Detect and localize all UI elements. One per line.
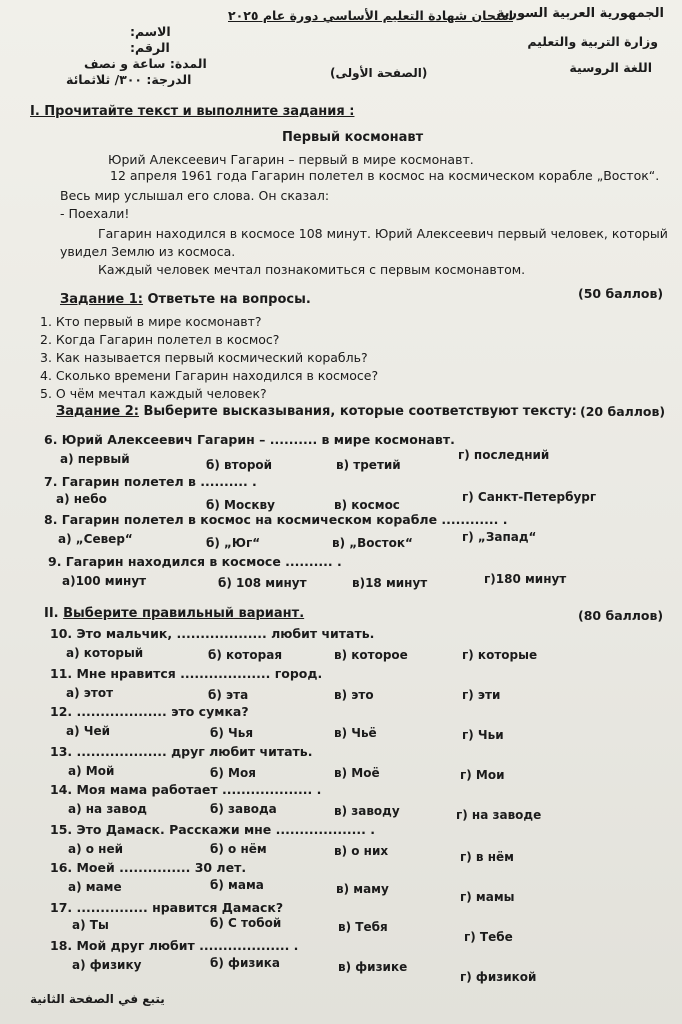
- q8-option-b[interactable]: б) „Юг“: [206, 536, 261, 550]
- q8-option-d[interactable]: г) „Запад“: [462, 530, 537, 544]
- q10-option-b[interactable]: б) которая: [208, 648, 283, 662]
- question-16: 16. Моей ............... 30 лет.: [50, 860, 247, 875]
- duration-label: المدة: ساعة و نصف: [84, 56, 207, 71]
- text-title: Первый космонавт: [282, 130, 424, 145]
- subject-title: اللغة الروسية: [569, 60, 652, 75]
- question-1: 1. Кто первый в мире космонавт?: [40, 314, 262, 329]
- task2-heading-label: Задание 2:: [56, 404, 139, 419]
- question-15: 15. Это Дамаск. Расскажи мне ................... .: [50, 822, 375, 837]
- question-18: 18. Мой друг любит ................... .: [50, 938, 299, 953]
- task2-heading-text: Выберите высказывания, которые соответствуют тексту:: [138, 404, 577, 419]
- q16-option-b[interactable]: б) мама: [210, 878, 264, 892]
- q15-option-c[interactable]: в) о них: [334, 844, 389, 858]
- question-6: 6. Юрий Алексеевич Гагарин – .......... в мире космонавт.: [44, 432, 455, 447]
- text-line-1: Юрий Алексеевич Гагарин – первый в мире космонавт.: [108, 152, 474, 167]
- q18-option-d[interactable]: г) физикой: [460, 970, 537, 984]
- q17-option-a[interactable]: а) Ты: [72, 918, 109, 932]
- q8-option-a[interactable]: а) „Север“: [58, 532, 133, 546]
- section2-points: (80 баллов): [578, 608, 664, 623]
- country-title: الجمهورية العربية السورية: [496, 6, 664, 21]
- question-14: 14. Моя мама работает ................... .: [50, 782, 322, 797]
- question-5: 5. О чём мечтал каждый человек?: [40, 386, 267, 401]
- q12-option-d[interactable]: г) Чьи: [462, 728, 504, 742]
- q14-option-a[interactable]: а) на завод: [68, 802, 147, 816]
- q16-option-d[interactable]: г) мамы: [460, 890, 515, 904]
- q11-option-b[interactable]: б) эта: [208, 688, 249, 702]
- q8-option-c[interactable]: в) „Восток“: [332, 536, 413, 550]
- q9-option-d[interactable]: г)180 минут: [484, 572, 567, 586]
- q6-option-d[interactable]: г) последний: [458, 448, 550, 462]
- q7-option-b[interactable]: б) Москву: [206, 498, 275, 512]
- task1-heading: [60, 292, 311, 307]
- exam-title: امتحان شهادة التعليم الأساسي دورة عام ٢٠٢٥: [228, 8, 513, 23]
- q17-option-b[interactable]: б) С тобой: [210, 916, 282, 930]
- ministry-title: وزارة التربية والتعليم: [527, 34, 658, 49]
- q9-option-a[interactable]: а)100 минут: [62, 574, 147, 588]
- question-17: 17. ............... нравится Дамаск?: [50, 900, 284, 915]
- question-3: 3. Как называется первый космический корабль?: [40, 350, 368, 365]
- q12-option-b[interactable]: б) Чья: [210, 726, 254, 740]
- text-line-6: увидел Землю из космоса.: [60, 244, 236, 259]
- q12-option-a[interactable]: а) Чей: [66, 724, 111, 738]
- task1-heading-label: Задание 1:: [60, 292, 143, 307]
- q11-option-c[interactable]: в) это: [334, 688, 374, 702]
- section2-heading-num: II.: [44, 606, 64, 621]
- question-9: 9. Гагарин находился в космосе .......... .: [48, 554, 342, 569]
- q16-option-a[interactable]: а) маме: [68, 880, 122, 894]
- q17-option-c[interactable]: в) Тебя: [338, 920, 388, 934]
- q7-option-a[interactable]: а) небо: [56, 492, 107, 506]
- question-2: 2. Когда Гагарин полетел в космос?: [40, 332, 280, 347]
- q14-option-d[interactable]: г) на заводе: [456, 808, 542, 822]
- question-8: 8. Гагарин полетел в космос на космическом корабле ............ .: [44, 512, 508, 527]
- q13-option-c[interactable]: в) Моё: [334, 766, 380, 780]
- question-10: 10. Это мальчик, ................... любит читать.: [50, 626, 375, 641]
- q14-option-b[interactable]: б) завода: [210, 802, 277, 816]
- q15-option-d[interactable]: г) в нём: [460, 850, 514, 864]
- task1-points: (50 баллов): [578, 286, 664, 301]
- q10-option-a[interactable]: а) который: [66, 646, 144, 660]
- q18-option-c[interactable]: в) физике: [338, 960, 408, 974]
- q18-option-b[interactable]: б) физика: [210, 956, 280, 970]
- q6-option-b[interactable]: б) второй: [206, 458, 273, 472]
- q11-option-d[interactable]: г) эти: [462, 688, 501, 702]
- text-line-4: - Поехали!: [60, 206, 130, 221]
- q15-option-b[interactable]: б) о нём: [210, 842, 267, 856]
- q13-option-a[interactable]: а) Мой: [68, 764, 115, 778]
- grade-label: الدرجة: ٣٠٠/ ثلاثمائة: [66, 72, 192, 87]
- task2-points: (20 баллов): [580, 404, 666, 419]
- question-4: 4. Сколько времени Гагарин находился в космосе?: [40, 368, 379, 383]
- section2-heading: [44, 606, 304, 621]
- q6-option-c[interactable]: в) третий: [336, 458, 401, 472]
- q10-option-c[interactable]: в) которое: [334, 648, 408, 662]
- q16-option-c[interactable]: в) маму: [336, 882, 389, 896]
- question-12: 12. ................... это сумка?: [50, 704, 249, 719]
- q14-option-c[interactable]: в) заводу: [334, 804, 400, 818]
- q11-option-a[interactable]: а) этот: [66, 686, 114, 700]
- question-7: 7. Гагарин полетел в .......... .: [44, 474, 257, 489]
- q6-option-a[interactable]: а) первый: [60, 452, 130, 466]
- q13-option-b[interactable]: б) Моя: [210, 766, 256, 780]
- text-line-3: Весь мир услышал его слова. Он сказал:: [60, 188, 330, 203]
- q12-option-c[interactable]: в) Чьё: [334, 726, 377, 740]
- q7-option-d[interactable]: г) Санкт-Петербург: [462, 490, 597, 504]
- page-label: (الصفحة الأولى): [330, 66, 428, 80]
- continue-label: يتبع في الصفحة الثانية: [30, 992, 165, 1006]
- q13-option-d[interactable]: г) Мои: [460, 768, 505, 782]
- q7-option-c[interactable]: в) космос: [334, 498, 400, 512]
- q17-option-d[interactable]: г) Тебе: [464, 930, 513, 944]
- name-label: الاسم:: [130, 24, 171, 39]
- section2-heading-text: Выберите правильный вариант.: [63, 606, 305, 621]
- q15-option-a[interactable]: а) о ней: [68, 842, 124, 856]
- text-line-7: Каждый человек мечтал познакомиться с первым космонавтом.: [98, 262, 526, 277]
- question-11: 11. Мне нравится ................... город.: [50, 666, 323, 681]
- q9-option-b[interactable]: б) 108 минут: [218, 576, 307, 590]
- q9-option-c[interactable]: в)18 минут: [352, 576, 428, 590]
- question-13: 13. ................... друг любит читать.: [50, 744, 313, 759]
- task2-heading: [56, 404, 577, 419]
- section1-heading: I. Прочитайте текст и выполните задания :: [30, 104, 355, 119]
- q10-option-d[interactable]: г) которые: [462, 648, 538, 662]
- task1-heading-text: Ответьте на вопросы.: [142, 292, 311, 307]
- q18-option-a[interactable]: а) физику: [72, 958, 142, 972]
- number-label: الرقم:: [130, 40, 170, 55]
- text-line-2: 12 апреля 1961 года Гагарин полетел в космос на космическом корабле „Восток“.: [110, 168, 660, 183]
- text-line-5: Гагарин находился в космосе 108 минут. Юрий Алексеевич первый человек, который: [98, 226, 668, 241]
